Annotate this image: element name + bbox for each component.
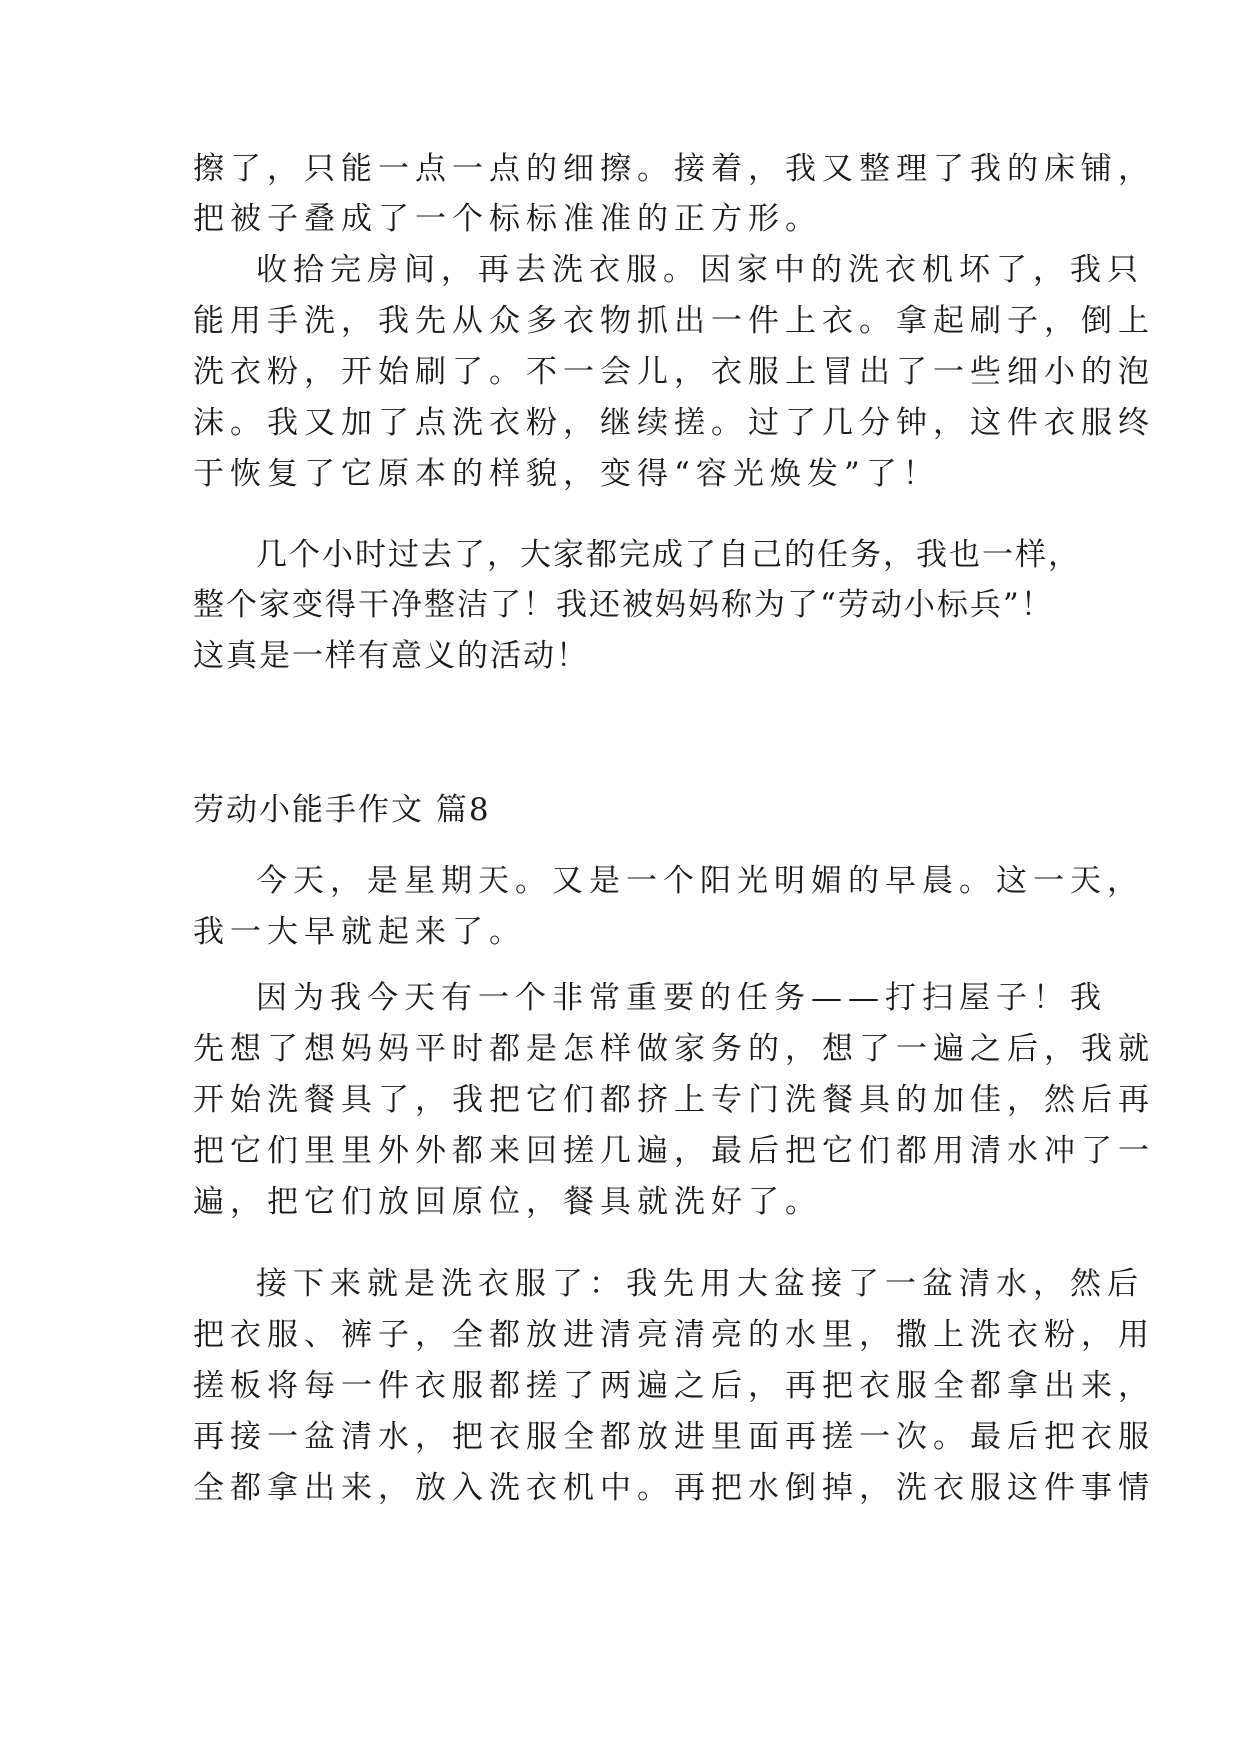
text-line: 搓板将每一件衣服都搓了两遍之后，再把衣服全都拿出来， bbox=[193, 1368, 1155, 1404]
text-line: 把它们里里外外都来回搓几遍，最后把它们都用清水冲了一 bbox=[193, 1133, 1155, 1169]
paragraph-first-line: 收拾完房间，再去洗衣服。因家中的洗衣机坏了，我只 bbox=[256, 252, 1144, 288]
paragraph-first-line: 因为我今天有一个非常重要的任务——打扫屋子！我 bbox=[256, 980, 1107, 1016]
text-line: 先想了想妈妈平时都是怎样做家务的，想了一遍之后，我就 bbox=[193, 1031, 1155, 1067]
text-line: 开始洗餐具了，我把它们都挤上专门洗餐具的加佳，然后再 bbox=[193, 1082, 1155, 1118]
text-line: 擦了，只能一点一点的细擦。接着，我又整理了我的床铺， bbox=[193, 151, 1155, 187]
section-title: 劳动小能手作文 篇8 bbox=[193, 792, 491, 828]
text-line: 能用手洗，我先从众多衣物抓出一件上衣。拿起刷子，倒上 bbox=[193, 303, 1155, 339]
paragraph-first-line: 接下来就是洗衣服了：我先用大盆接了一盆清水，然后 bbox=[256, 1266, 1144, 1302]
paragraph-first-line: 今天，是星期天。又是一个阳光明媚的早晨。这一天， bbox=[256, 863, 1144, 899]
paragraph-first-line: 几个小时过去了，大家都完成了自己的任务，我也一样， bbox=[256, 537, 1081, 573]
text-line: 再接一盆清水，把衣服全都放进里面再搓一次。最后把衣服 bbox=[193, 1419, 1155, 1455]
text-line: 整个家变得干净整洁了！我还被妈妈称为了“劳动小标兵”！ bbox=[193, 587, 1054, 623]
text-line: 洗衣粉，开始刷了。不一会儿，衣服上冒出了一些细小的泡 bbox=[193, 354, 1155, 390]
text-line: 于恢复了它原本的样貌，变得“容光焕发”了！ bbox=[193, 456, 940, 492]
text-line: 遍，把它们放回原位，餐具就洗好了。 bbox=[193, 1184, 822, 1220]
text-line: 这真是一样有意义的活动！ bbox=[193, 638, 589, 674]
text-line: 我一大早就起来了。 bbox=[193, 914, 526, 950]
text-line: 全都拿出来，放入洗衣机中。再把水倒掉，洗衣服这件事情 bbox=[193, 1470, 1155, 1506]
text-line: 把被子叠成了一个标标准准的正方形。 bbox=[193, 201, 822, 237]
text-line: 沫。我又加了点洗衣粉，继续搓。过了几分钟，这件衣服终 bbox=[193, 405, 1155, 441]
text-line: 把衣服、裤子，全都放进清亮清亮的水里，撒上洗衣粉，用 bbox=[193, 1317, 1155, 1353]
